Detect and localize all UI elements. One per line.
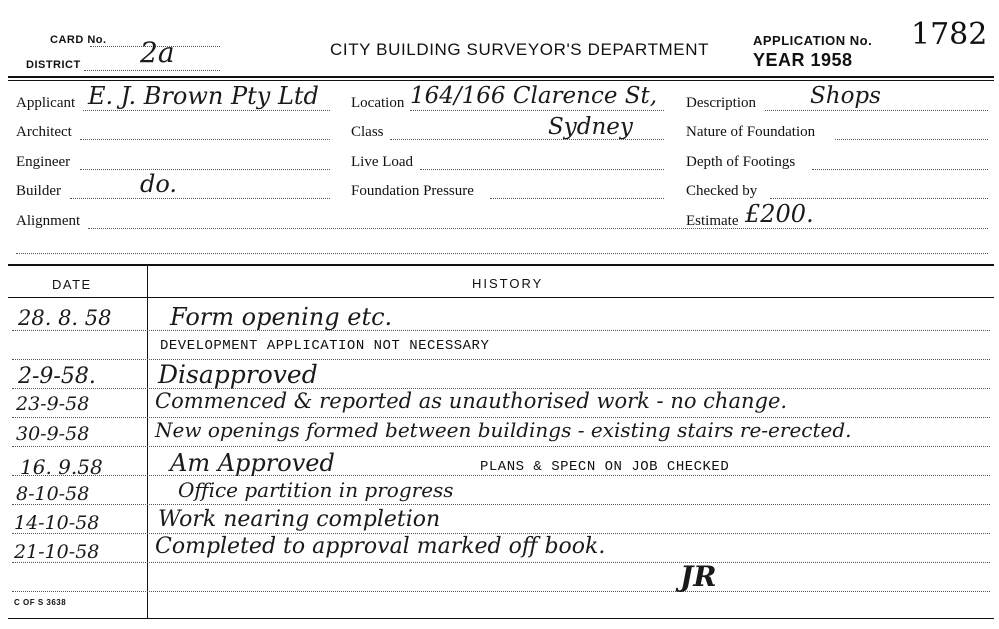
ruling-line [12,562,990,563]
alignment-line [88,228,988,229]
checked-by-label: Checked by [686,183,758,199]
applicant-label: Applicant [16,95,76,111]
history-date: 14-10-58 [14,512,100,534]
architect-line [80,139,330,140]
depth-of-footings-label: Depth of Footings [686,154,796,170]
history-header-rule [8,297,994,298]
card-no-label: CARD No. [50,34,107,46]
builder-value: do. [140,170,178,198]
details-extra-line [16,253,988,254]
ruling-line [12,591,990,592]
class-label: Class [351,124,384,140]
development-application-stamp: DEVELOPMENT APPLICATION NOT NECESSARY [160,338,490,354]
card-bottom-rule [8,618,994,619]
live-load-label: Live Load [351,154,414,170]
history-rule-top [8,264,994,266]
foundation-pressure-label: Foundation Pressure [351,183,474,199]
officer-initials: JR [680,560,717,593]
location-label: Location [351,95,405,111]
date-column-divider [147,266,148,618]
plans-checked-stamp: PLANS & SPECN ON JOB CHECKED [480,459,730,475]
history-date: 30-9-58 [16,423,90,445]
date-column-header: DATE [52,277,92,292]
card-no-value: 2a [140,36,175,69]
builder-label: Builder [16,183,61,199]
live-load-line [420,169,664,170]
history-text: New openings formed between buildings - existing stairs re-erected. [155,418,852,442]
form-code: C OF S 3638 [14,598,67,607]
location-line [410,110,664,111]
ruling-line [12,330,990,331]
location-value: 164/166 Clarence St, [410,83,658,109]
history-date: 23-9-58 [16,393,90,415]
ruling-line [12,446,990,447]
applicant-line [83,110,330,111]
history-column-header: HISTORY [472,276,544,291]
history-date: 28. 8. 58 [18,306,112,330]
history-date: 8-10-58 [16,483,90,505]
checked-line [770,198,988,199]
nature-of-foundation-label: Nature of Foundation [686,124,816,140]
history-text: Work nearing completion [158,507,441,532]
department-title: CITY BUILDING SURVEYOR'S DEPARTMENT [330,40,710,59]
history-date: 16. 9.58 [20,455,103,479]
header-rule-bottom [8,80,994,81]
description-label: Description [686,95,756,111]
description-line [765,110,988,111]
history-text: Completed to approval marked off book. [155,534,606,559]
district-line [84,70,220,71]
class-value: Sydney [548,114,633,140]
ruling-line [12,504,990,505]
application-number: 1782 [911,17,988,52]
depth-line [812,169,988,170]
district-label: DISTRICT [26,59,81,71]
year-label: YEAR 1958 [753,50,853,70]
architect-label: Architect [16,124,72,140]
history-text: Form opening etc. [170,303,393,331]
history-text: Office partition in progress [178,478,454,502]
engineer-label: Engineer [16,154,71,170]
engineer-line [80,169,330,170]
nature-line [835,139,988,140]
history-text: Commenced & reported as unauthorised work - no change. [155,389,788,413]
applicant-value: E. J. Brown Pty Ltd [88,82,319,110]
ruling-line [12,475,990,476]
history-text: Disapproved [158,360,318,389]
estimate-label: Estimate [686,213,739,229]
estimate-value: £200. [745,200,814,228]
foundation-pressure-line [490,198,664,199]
application-label: APPLICATION No. [753,33,873,48]
header-rule-top [8,76,994,78]
description-value: Shops [810,83,881,109]
builder-line [70,198,330,199]
alignment-label: Alignment [16,213,81,229]
history-date: 2-9-58. [18,364,96,389]
history-text: Am Approved [170,449,335,477]
history-date: 21-10-58 [14,541,100,563]
